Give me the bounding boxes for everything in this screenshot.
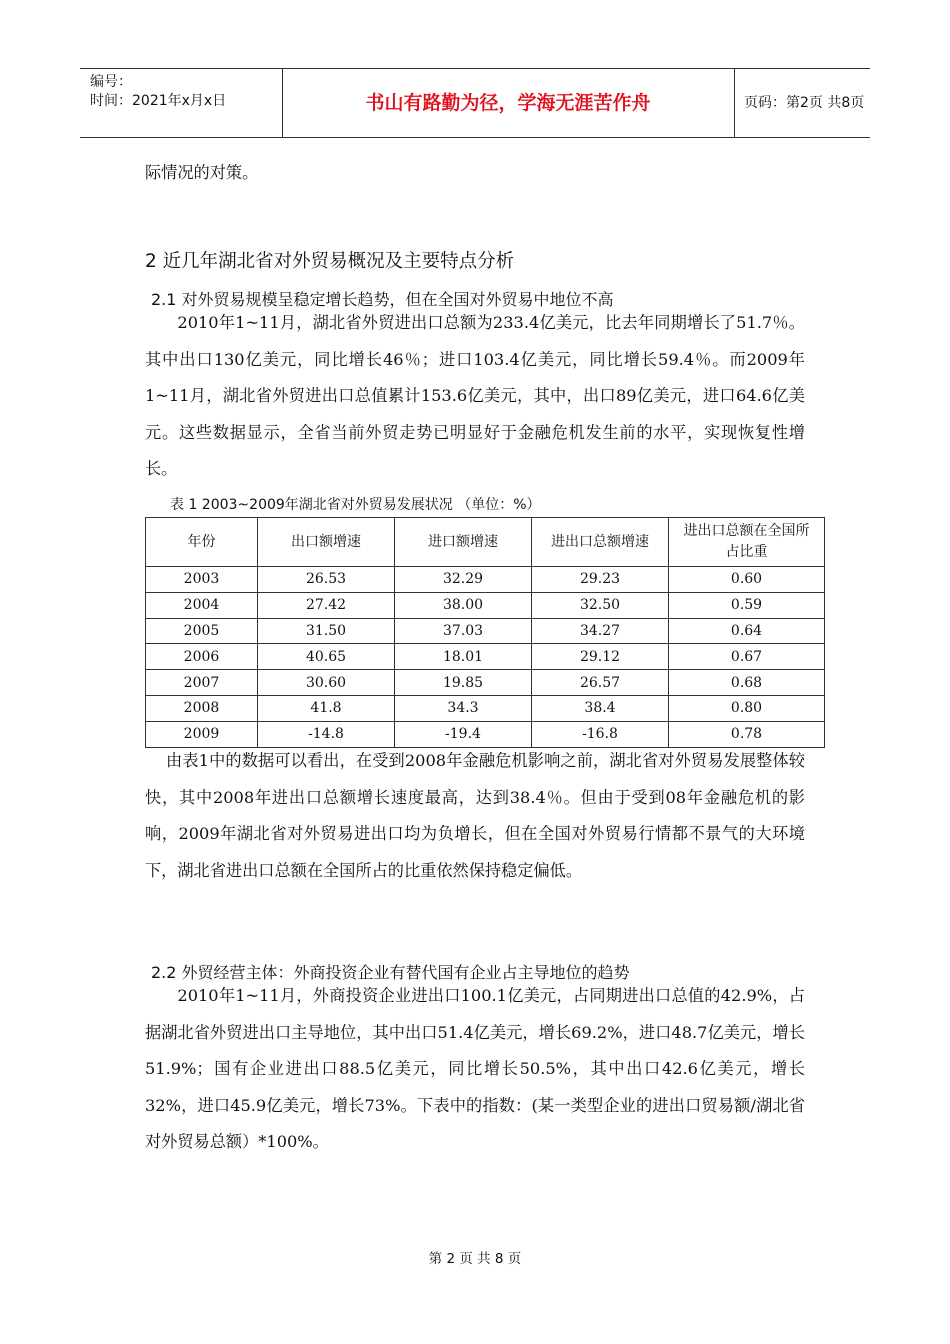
table-cell: 2005: [146, 618, 258, 644]
table-cell: 18.01: [395, 644, 532, 670]
table-cell: 19.85: [395, 670, 532, 696]
table-row: [146, 592, 825, 618]
table-cell: 0.60: [669, 567, 825, 593]
table-cell: 38.4: [532, 695, 669, 721]
document-time-label: 时间：2021年x月x日: [90, 93, 227, 109]
trade-growth-table: [145, 517, 825, 748]
table-row: [146, 670, 825, 696]
table-header-cell: 年份: [146, 518, 258, 567]
table-cell: 41.8: [258, 695, 395, 721]
table-cell: 38.00: [395, 592, 532, 618]
table-cell: 26.53: [258, 567, 395, 593]
table-header-cell: 出口额增速: [258, 518, 395, 567]
header-motto: 书山有路勤为径，学海无涯苦作舟: [365, 92, 651, 114]
table-cell: 29.12: [532, 644, 669, 670]
table-cell: 34.27: [532, 618, 669, 644]
table-cell: 0.80: [669, 695, 825, 721]
page-header: [80, 68, 870, 138]
document-number-label: 编号：: [90, 74, 132, 90]
table-row: [146, 567, 825, 593]
subsection-heading-2-1: 2.1 对外贸易规模呈稳定增长趋势，但在全国对外贸易中地位不高: [151, 290, 614, 309]
table-row: [146, 644, 825, 670]
header-page-info: 页码：第2页 共8页: [744, 95, 865, 111]
table-cell: 2009: [146, 721, 258, 747]
table-cell: 0.67: [669, 644, 825, 670]
table-cell: -14.8: [258, 721, 395, 747]
table-cell: 0.68: [669, 670, 825, 696]
table-cell: -19.4: [395, 721, 532, 747]
paragraph-2-2: [145, 978, 805, 1161]
header-page-cell: [735, 69, 870, 137]
table-header-cell: 进出口总额增速: [532, 518, 669, 567]
subsection-heading-2-2: 2.2 外贸经营主体：外商投资企业有替代国有企业占主导地位的趋势: [151, 963, 630, 982]
table-header-cell: 进出口总额在全国所占比重: [669, 518, 825, 567]
table-cell: 29.23: [532, 567, 669, 593]
table-header-cell: 进口额增速: [395, 518, 532, 567]
table-cell: 2004: [146, 592, 258, 618]
table-cell: 32.29: [395, 567, 532, 593]
table-cell: 37.03: [395, 618, 532, 644]
table-cell: 26.57: [532, 670, 669, 696]
table-header-row: [146, 518, 825, 567]
paragraph-continuation: [145, 155, 805, 192]
paragraph-text: 由表1中的数据可以看出，在受到2008年金融危机影响之前，湖北省对外贸易发展整体较快，其中2008年进出口总额增长速度最高，达到38.4％。但由于受到08年金融危机的影响，2009年湖北省对外贸易进出口均为负增长，但在全国对外贸易行情都不景气的大环境下，湖北省进出口总额在全国所占的比重依然保持稳定偏低。: [145, 751, 805, 880]
section-heading-2: 2 近几年湖北省对外贸易概况及主要特点分析: [145, 251, 515, 272]
table-cell: 31.50: [258, 618, 395, 644]
paragraph-table-analysis: [145, 743, 805, 889]
table-cell: 27.42: [258, 592, 395, 618]
table-cell: 32.50: [532, 592, 669, 618]
paragraph-text: 际情况的对策。: [145, 163, 259, 182]
header-meta: [80, 69, 283, 137]
table-cell: 40.65: [258, 644, 395, 670]
table-cell: 2003: [146, 567, 258, 593]
table-cell: 0.64: [669, 618, 825, 644]
table-cell: 2006: [146, 644, 258, 670]
table-row: [146, 618, 825, 644]
table-cell: 0.59: [669, 592, 825, 618]
page-footer: 第 2 页 共 8 页: [428, 1251, 522, 1267]
table-cell: 30.60: [258, 670, 395, 696]
table-cell: 0.78: [669, 721, 825, 747]
table-cell: -16.8: [532, 721, 669, 747]
header-motto-cell: [282, 69, 735, 137]
table-row: [146, 695, 825, 721]
table-cell: 2007: [146, 670, 258, 696]
paragraph-text: 2010年1~11月，湖北省外贸进出口总额为233.4亿美元，比去年同期增长了51.7％。其中出口130亿美元，同比增长46％；进口103.4亿美元，同比增长59.4％。而2009年1~11月，湖北省外贸进出口总值累计153.6亿美元，其中，出口89亿美元，进口64.6亿美元。这些数据显示，全省当前外贸走势已明显好于金融危机发生前的水平，实现恢复性增长。: [145, 313, 805, 478]
table-cell: 34.3: [395, 695, 532, 721]
table-cell: 2008: [146, 695, 258, 721]
paragraph-2-1: [145, 305, 805, 488]
table-caption: 表 1 2003~2009年湖北省对外贸易发展状况 （单位：%）: [170, 497, 541, 513]
paragraph-text: 2010年1~11月，外商投资企业进出口100.1亿美元，占同期进出口总值的42.9%，占据湖北省外贸进出口主导地位，其中出口51.4亿美元，增长69.2%，进口48.7亿美元，增长51.9%；国有企业进出口88.5亿美元，同比增长50.5%，其中出口42.6亿美元，增长32%，进口45.9亿美元，增长73%。下表中的指数：(某一类型企业的进出口贸易额/湖北省对外贸易总额）*100%。: [145, 986, 805, 1151]
